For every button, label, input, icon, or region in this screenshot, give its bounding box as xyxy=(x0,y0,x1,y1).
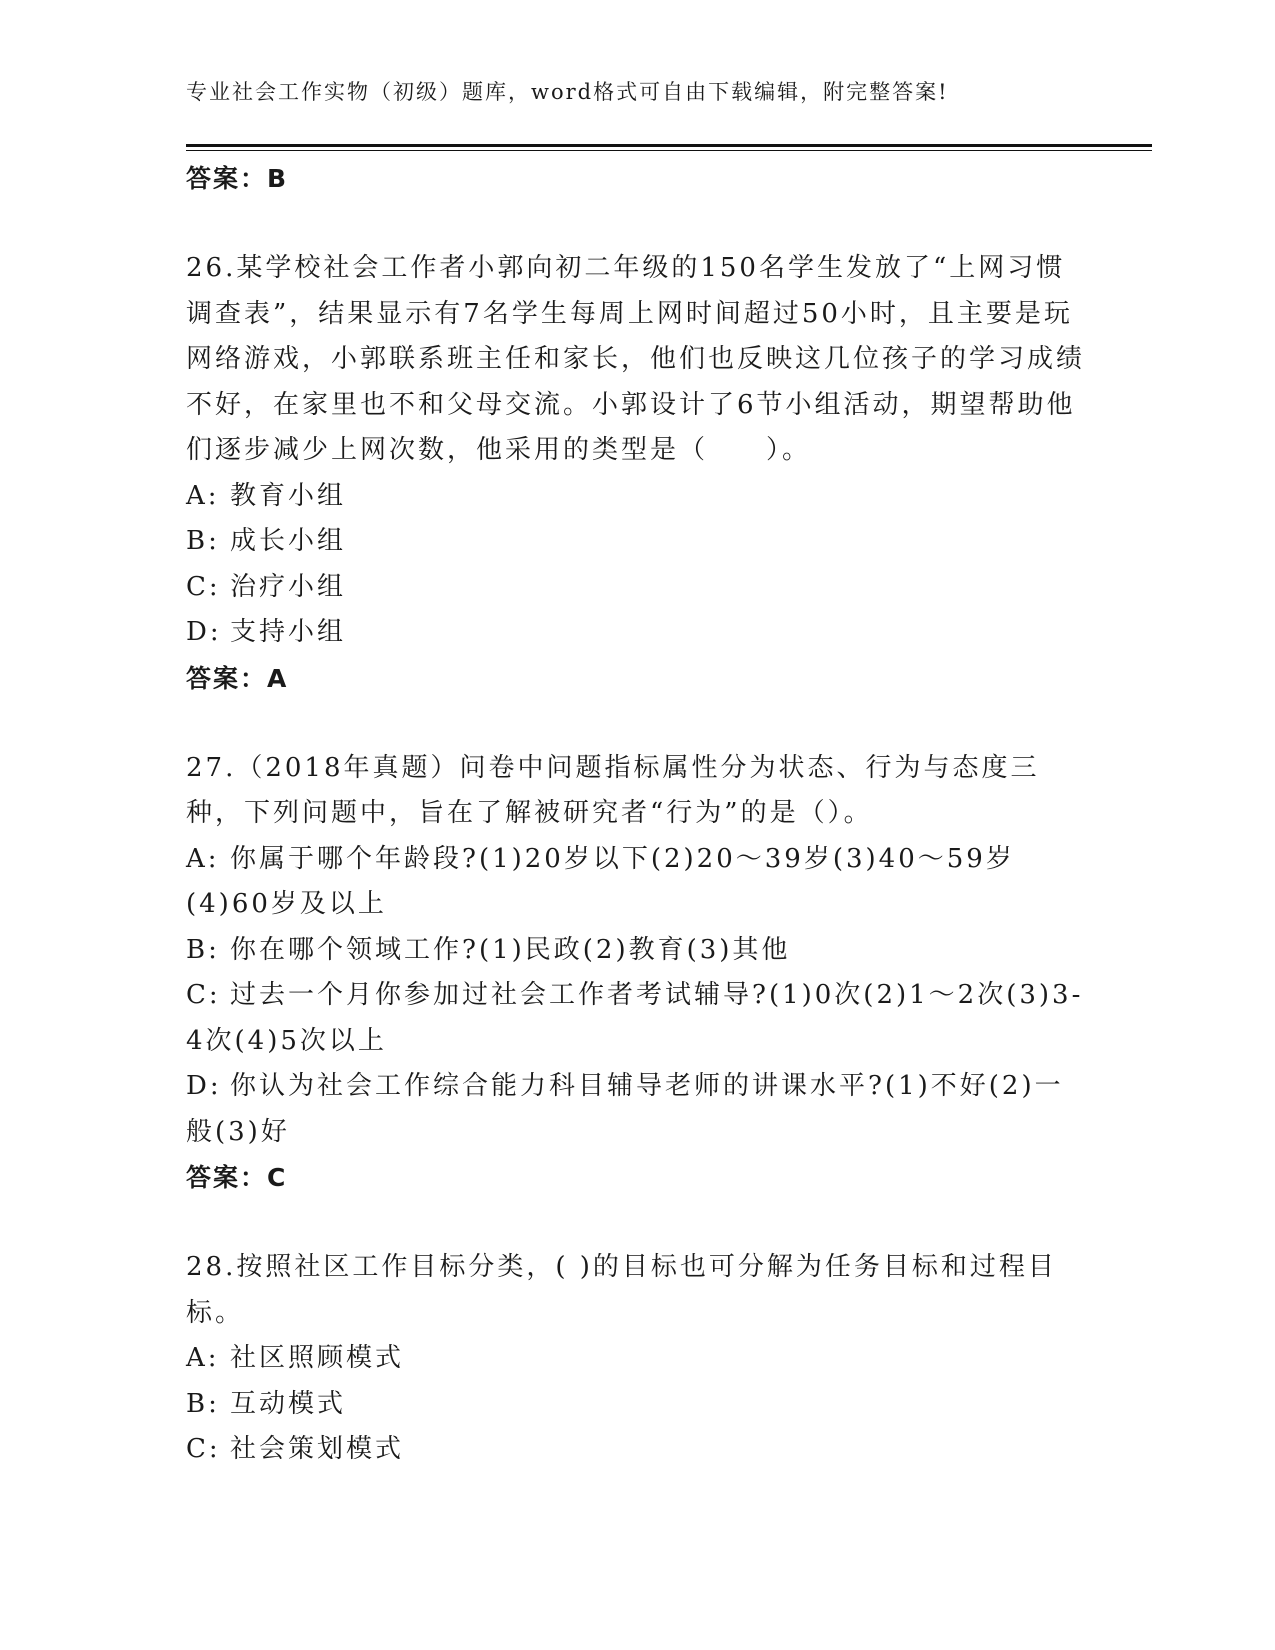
header-rule-thin xyxy=(186,150,1152,151)
option-d xyxy=(186,610,1086,656)
option-text: 支持小组 xyxy=(230,617,347,647)
question-text: 26.某学校社会工作者小郭向初二年级的150名学生发放了“上网习惯调查表”，结果显示有7名学生每周上网时间超过50小时，且主要是玩网络游戏，小郭联系班主任和家长，他们也反映这几位孩子的学习成绩不好，在家里也不和父母交流。小郭设计了6节小组活动，期望帮助他们逐步减少上网次数，他采用的类型是（ ）。 xyxy=(186,253,1086,465)
option-letter: A: xyxy=(186,843,220,874)
option-c xyxy=(186,973,1086,1064)
answer: 答案：A xyxy=(186,663,289,693)
option-letter: C: xyxy=(186,980,221,1010)
option-c xyxy=(186,565,1086,611)
option-b xyxy=(186,519,1086,565)
option-b xyxy=(186,928,1086,974)
option-text: 社会策划模式 xyxy=(230,1434,405,1464)
option-b xyxy=(186,1382,1086,1428)
option-text: 互动模式 xyxy=(230,1388,347,1419)
option-letter: D: xyxy=(186,1071,222,1101)
question-text: 27.（2018年真题）问卷中问题指标属性分为状态、行为与态度三种，下列问题中，旨在了解被研究者“行为”的是（）。 xyxy=(186,752,1040,828)
option-d xyxy=(186,1064,1086,1155)
option-text: 你属于哪个年龄段?(1)20岁以下(2)20～39岁(3)40～59岁(4)60岁及以上 xyxy=(186,843,1015,919)
option-letter: D: xyxy=(186,617,222,647)
option-c xyxy=(186,1427,1086,1473)
option-text: 你在哪个领域工作?(1)民政(2)教育(3)其他 xyxy=(230,934,791,965)
option-letter: C: xyxy=(186,571,221,602)
answer: 答案：C xyxy=(186,1163,288,1192)
option-text: 成长小组 xyxy=(230,526,347,556)
question-27 xyxy=(186,746,1086,1202)
option-a xyxy=(186,1336,1086,1382)
option-text: 你认为社会工作综合能力科目辅导老师的讲课水平?(1)不好(2)一般(3)好 xyxy=(186,1071,1064,1147)
header-rule-thick xyxy=(186,144,1152,147)
option-text: 社区照顾模式 xyxy=(230,1343,405,1373)
previous-answer: 答案：B xyxy=(186,164,289,193)
option-letter: B: xyxy=(186,526,220,556)
page-header: 专业社会工作实物（初级）题库，word格式可自由下载编辑，附完整答案! xyxy=(186,80,949,104)
page-content xyxy=(186,156,1086,1473)
option-a xyxy=(186,474,1086,520)
option-text: 过去一个月你参加过社会工作者考试辅导?(1)0次(2)1～2次(3)3-4次(4)5次以上 xyxy=(186,980,1084,1056)
question-28 xyxy=(186,1245,1086,1473)
option-text: 治疗小组 xyxy=(230,571,347,602)
option-letter: A: xyxy=(186,480,220,511)
option-letter: C: xyxy=(186,1434,221,1464)
option-text: 教育小组 xyxy=(230,480,347,511)
option-letter: A: xyxy=(186,1343,220,1373)
option-letter: B: xyxy=(186,1388,220,1419)
option-a xyxy=(186,837,1086,928)
question-26 xyxy=(186,246,1086,702)
option-letter: B: xyxy=(186,934,220,965)
question-text: 28.按照社区工作目标分类，( )的目标也可分解为任务目标和过程目标。 xyxy=(186,1252,1057,1328)
